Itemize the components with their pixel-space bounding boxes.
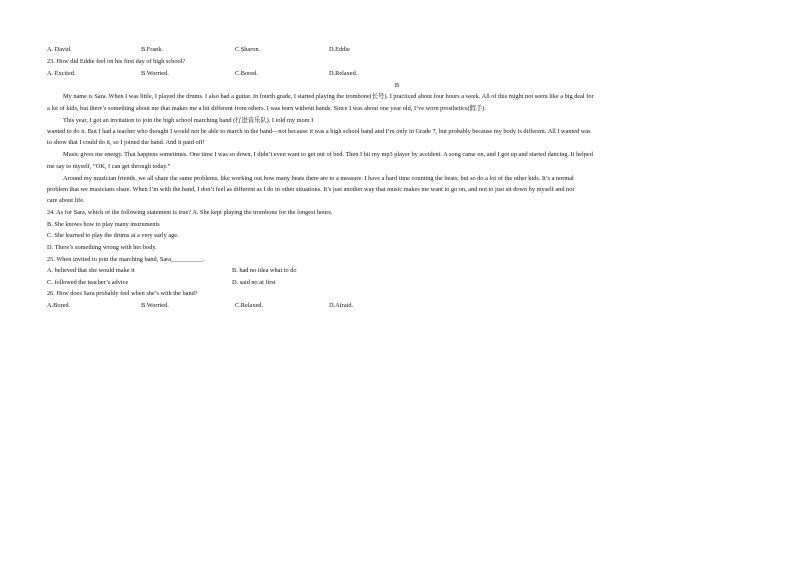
q25-option-c: C. followed the teacher’s advice bbox=[47, 279, 129, 286]
passage-line: Music gives me energy. That happens sometimes. One time I was so down, I didn’t even want to get out of bed. Then I hit my mp3 player by accident. A song came on, and I got up and started dancing. It helped bbox=[63, 151, 593, 158]
passage-line: My name is Sara. When I was little, I played the drums. I also had a guitar. In fourth grade, I started playing the trombone(长号). I practiced about four hours a week. All of this might not seem like a big deal for bbox=[63, 93, 594, 100]
passage-line: to show that I could do it, so I joined the band. And it paid off! bbox=[47, 139, 205, 146]
q23-option-c: C.Bored. bbox=[235, 70, 258, 77]
q22-option-a: A. David. bbox=[47, 46, 72, 53]
q23-option-b: B.Worried. bbox=[141, 70, 169, 77]
q23-option-d: D.Relaxed. bbox=[329, 70, 358, 77]
q23-option-a: A. Excited. bbox=[47, 70, 76, 77]
q24-option-c: C. She learned to play the drums at a very early age. bbox=[47, 232, 179, 239]
q22-option-c: C.Sharon. bbox=[235, 46, 261, 53]
q22-option-b: B.Frank. bbox=[141, 46, 164, 53]
q26-option-a: A.Bored. bbox=[47, 302, 71, 309]
passage-line: wanted to do it. But I had a teacher who thought I would not be able to march in the band—not because it was a high school band and I’m only in Grade 7, but probably because my body is different. All I wanted was bbox=[47, 128, 591, 135]
q26-option-b: B.Worried. bbox=[141, 302, 169, 309]
q23-question: 23. How did Eddie feel on his first day of high school? bbox=[47, 58, 186, 65]
q24-option-d: D. There’s something wrong with her body. bbox=[47, 244, 157, 251]
q26-option-d: D.Afraid. bbox=[329, 302, 354, 309]
q24-option-b: B. She knows how to play many instruments bbox=[47, 221, 160, 228]
passage-line: problem that we musicians share. When I’m with the band, I don’t feel as different as I do in other situations. It’s just another way that music makes me want to go on, and not to just sit down by myself and not bbox=[47, 186, 575, 193]
q26-option-c: C.Relaxed. bbox=[235, 302, 263, 309]
passage-line: a lot of kids, but there’s something about me that makes me a bit different from others. I was born without hands. Since I was about one year old, I’ve worn prosthetics(假手). bbox=[47, 105, 486, 112]
q22-option-d: D.Eddie bbox=[329, 46, 350, 53]
passage-line: Around my musician friends, we all share the same problems, like working out how many beats there are to a measure. I have a hard time counting the beats, but so do a lot of the other kids. It’s a normal bbox=[63, 175, 574, 182]
passage-line: me say to myself, “OK, I can get through today.” bbox=[47, 163, 171, 170]
q25-option-a: A. believed that she would make it bbox=[47, 267, 135, 274]
passage-line: care about life. bbox=[47, 197, 85, 204]
q24-question: 24. As for Sara, which of the following statement is true? A. She kept playing the trombone for the longest hours. bbox=[47, 209, 333, 216]
section-b-label: B bbox=[394, 82, 400, 89]
q25-option-b: B. had no idea what to do bbox=[232, 267, 297, 274]
q26-question: 26. How does Sara probably feel when she’s with the band? bbox=[47, 290, 198, 297]
q25-option-d: D. said no at first bbox=[232, 279, 276, 286]
q25-question: 25. When invited to join the marching band, Sara__________. bbox=[47, 256, 205, 263]
passage-line: This year, I got an invitation to join the high school marching band (行进音乐队). I told my mom I bbox=[63, 117, 314, 124]
